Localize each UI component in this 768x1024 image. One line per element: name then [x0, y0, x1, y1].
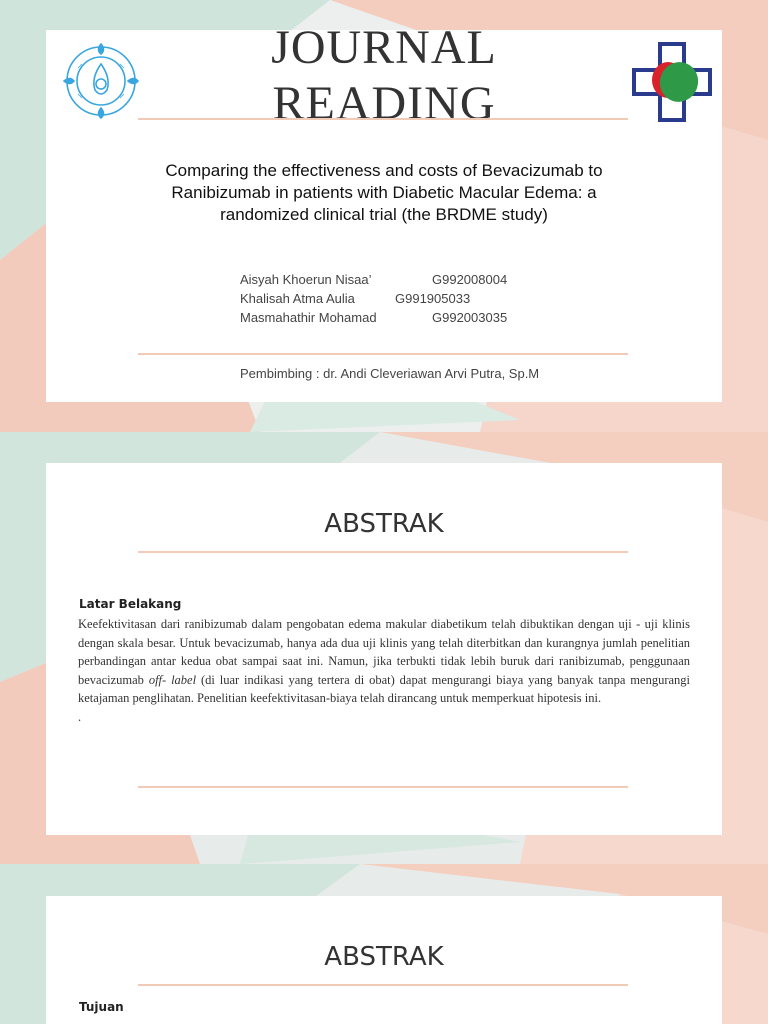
paragraph-italic: off- label — [148, 672, 197, 687]
title-slide-card — [46, 21, 722, 402]
abstract-objective-card — [46, 896, 722, 1024]
author-list — [240, 272, 540, 332]
author-row — [240, 310, 540, 328]
title-divider — [138, 551, 628, 553]
author-row — [240, 291, 540, 309]
trailing-mark: . — [78, 709, 82, 724]
section-heading: Latar Belakang — [79, 597, 182, 611]
footer-divider — [138, 786, 628, 788]
title-divider — [138, 984, 628, 986]
abstract-paragraph — [78, 615, 690, 726]
paragraph-text: (di luar indikasi yang tertera di obat) dapat mengurangi biaya yang banyak tanpa mengurangi ketajaman penglihatan. Penelitian keefektivitasan-biaya telah dirancang untuk memperkuat hipotesis ini. — [78, 672, 691, 705]
section-heading: Tujuan — [79, 1000, 124, 1014]
author-name: Aisyah Khoerun Nisaa’ — [240, 272, 372, 287]
slide-title: ABSTRAK — [324, 509, 444, 539]
author-id: G991905033 — [395, 291, 471, 306]
paragraph-text: Keefektivitasan dari ranibizumab dalam pengobatan edema makular diabetikum telah dibuktikan dengan uji - uji klinis dengan skala besar. Untuk bevacizumab, hanya ada dua uji klinis yang telah diterbitkan dan kurangnya jumlah penelitian perbandingan antar kedua obat sampai saat ini. Namun, jika terbukti tidak lebih buruk dari ranibizumab, penggunaan bevacizumab — [78, 617, 690, 687]
abstract-background-card — [46, 463, 722, 835]
author-row — [240, 272, 540, 290]
supervisor-line: Pembimbing : dr. Andi Cleveriawan Arvi Putra, Sp.M — [240, 366, 540, 381]
paper-title: Comparing the effectiveness and costs of Bevacizumab to Ranibizumab in patients with Diabetic Macular Edema: a randomized clinical trial (the BRDME study) — [165, 161, 603, 224]
journal-title-line-1: JOURNAL — [271, 21, 497, 74]
author-id: G992008004 — [432, 272, 508, 287]
author-name: Khalisah Atma Aulia — [240, 291, 355, 306]
author-id: G992003035 — [432, 310, 508, 325]
journal-title-line-2: READING — [272, 77, 496, 130]
author-name: Masmahathir Mohamad — [240, 310, 377, 325]
slide-title: ABSTRAK — [324, 942, 444, 972]
authors-divider — [138, 353, 628, 355]
title-divider — [138, 118, 628, 120]
